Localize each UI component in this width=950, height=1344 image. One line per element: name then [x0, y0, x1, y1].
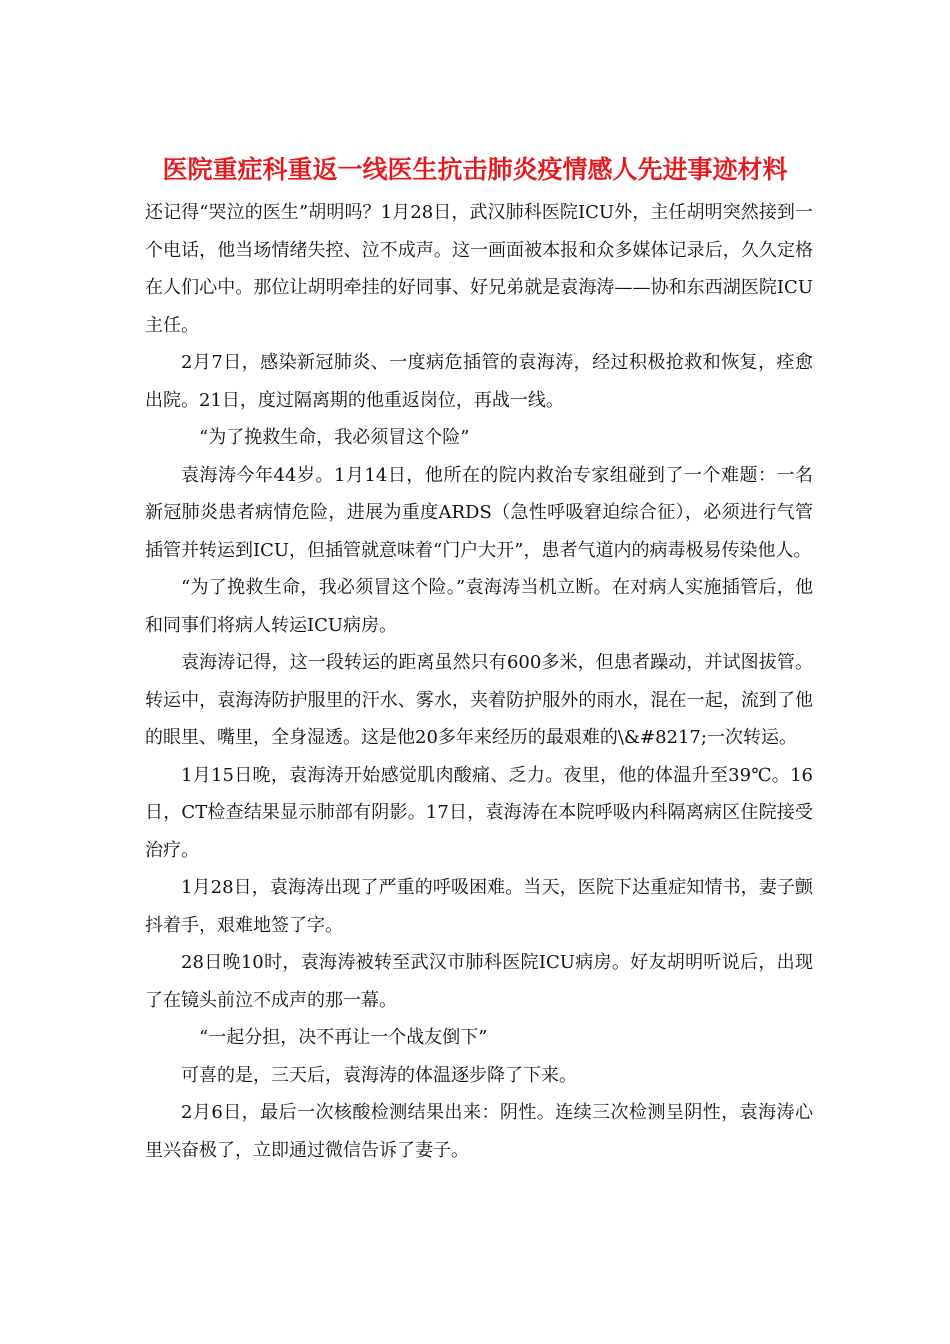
- paragraph-icu-transfer: 28日晚10时，袁海涛被转至武汉市肺科医院ICU病房。好友胡明听说后，出现了在镜头前泣不成声的那一幕。: [145, 952, 813, 1011]
- paragraph-transfer: 袁海涛记得，这一段转运的距离虽然只有600多米，但患者躁动，并试图拔管。转运中，袁海涛防护服里的汗水、雾水，夹着防护服外的雨水，混在一起，流到了他的眼里、嘴里，全身湿透。这是他20多年来经历的最艰难的\&#8217;一次转运。: [145, 652, 813, 748]
- section-heading-share: “一起分担，决不再让一个战友倒下”: [199, 1027, 488, 1048]
- paragraph-recovery: 2月7日，感染新冠肺炎、一度病危插管的袁海涛，经过积极抢救和恢复，痊愈出院。21日，度过隔离期的他重返岗位，再战一线。: [145, 352, 813, 411]
- paragraph-critical: 1月28日，袁海涛出现了严重的呼吸困难。当天，医院下达重症知情书，妻子颤抖着手，艰难地签了字。: [145, 877, 813, 936]
- paragraph-temperature: 可喜的是，三天后，袁海涛的体温逐步降了下来。: [181, 1064, 577, 1086]
- document-body: [145, 194, 813, 1169]
- document-title: 医院重症科重返一线医生抗击肺炎疫情感人先进事迹材料: [162, 155, 788, 184]
- section-heading-risk: “为了挽救生命，我必须冒这个险”: [199, 427, 470, 448]
- paragraph-intro: 还记得“哭泣的医生”胡明吗？1月28日，武汉肺科医院ICU外，主任胡明突然接到一个电话，他当场情绪失控、泣不成声。这一画面被本报和众多媒体记录后，久久定格在人们心中。那位让胡明牵挂的好同事、好兄弟就是袁海涛——协和东西湖医院ICU主任。: [145, 202, 813, 336]
- paragraph-symptoms: 1月15日晚，袁海涛开始感觉肌肉酸痛、乏力。夜里，他的体温升至39℃。16日，CT检查结果显示肺部有阴影。17日，袁海涛在本院呼吸内科隔离病区住院接受治疗。: [145, 764, 813, 861]
- paragraph-negative-test: 2月6日，最后一次核酸检测结果出来：阴性。连续三次检测呈阴性，袁海涛心里兴奋极了，立即通过微信告诉了妻子。: [145, 1102, 813, 1161]
- paragraph-intubation-challenge: 袁海涛今年44岁。1月14日，他所在的院内救治专家组碰到了一个难题：一名新冠肺炎患者病情危险，进展为重度ARDS（急性呼吸窘迫综合征），必须进行气管插管并转运到ICU，但插管就意味着“门户大开”，患者气道内的病毒极易传染他人。: [145, 464, 813, 561]
- paragraph-decision: “为了挽救生命，我必须冒这个险。”袁海涛当机立断。在对病人实施插管后，他和同事们将病人转运ICU病房。: [145, 577, 813, 636]
